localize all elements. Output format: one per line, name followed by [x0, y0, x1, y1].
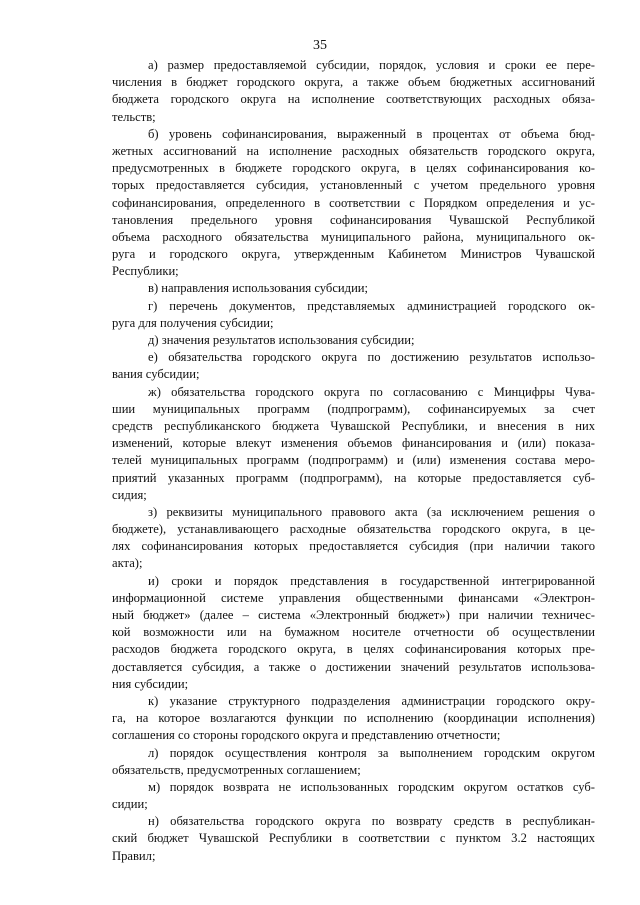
text-line: сидии; — [112, 797, 148, 812]
text-line: сидия; — [112, 487, 147, 502]
text-line: Правил; — [112, 848, 156, 863]
text-line: вания субсидии; — [112, 367, 200, 382]
text-line: бюджета городского округа на исполнение соответствующих расходных обяза- — [112, 92, 595, 107]
text-line: торых предоставляется субсидия, установленный с учетом предельного уровня — [112, 178, 595, 193]
paragraph — [112, 504, 595, 573]
text-line: ж) обязательства городского округа по согласованию с Минцифры Чува- — [148, 384, 595, 399]
paragraph — [112, 349, 595, 383]
text-line: б) уровень софинансирования, выраженный в процентах от объема бюд- — [148, 126, 595, 141]
text-line: г) перечень документов, представляемых администрацией городского ок- — [148, 298, 595, 313]
text-line: е) обязательства городского округа по достижению результатов использо- — [148, 350, 595, 365]
text-line: л) порядок осуществления контроля за выполнением городским округом — [148, 745, 595, 760]
text-line: средств республиканского бюджета Чувашской Республики, и внесения в них — [112, 418, 595, 433]
paragraph — [112, 693, 595, 745]
text-line: з) реквизиты муниципального правового акта (за исключением решения о — [148, 504, 595, 519]
paragraph — [112, 298, 595, 332]
text-line: бюджете), устанавливающего расходные обязательства городского округа, в це- — [112, 522, 595, 537]
text-line: расходов бюджета городского округа, в целях софинансирования которых пре- — [112, 642, 595, 657]
page-number: 35 — [313, 38, 327, 53]
text-line: к) указание структурного подразделения администрации городского окру- — [148, 693, 595, 708]
text-line: акта); — [112, 556, 143, 571]
text-line: жетных ассигнований на исполнение расходных обязательств городского округа, — [112, 143, 595, 158]
paragraph — [112, 779, 595, 813]
text-line: м) порядок возврата не использованных городским округом остатков суб- — [148, 779, 595, 794]
text-line: приятий указанных программ (подпрограмм), на которые предоставляется суб- — [112, 470, 595, 485]
paragraph — [112, 813, 595, 865]
text-line: соглашения со стороны городского округа и представлению отчетности; — [112, 728, 501, 743]
text-line: Республики; — [112, 264, 179, 279]
text-line: ный бюджет» (далее – система «Электронный бюджет») при наличии техничес- — [112, 608, 595, 622]
paragraph — [112, 573, 595, 693]
text-line: н) обязательства городского округа по возврату средств в республикан- — [148, 814, 595, 829]
text-line: кой возможности или на бумажном носителе отчетности об осуществлении — [112, 625, 595, 640]
paragraph — [112, 57, 595, 126]
text-line: ния субсидии; — [112, 676, 189, 691]
text-line: софинансирования, определенного в соответствии с Порядком определения и ус- — [112, 195, 595, 210]
text-line: лях софинансирования которых предоставляется субсидия (при наличии такого — [112, 539, 595, 554]
text-line: тановления предельного уровня софинансирования Чувашской Республикой — [112, 212, 595, 227]
text-line: ский бюджет Чувашской Республики в соответствии с пунктом 3.2 настоящих — [112, 831, 595, 846]
text-line: предусмотренных в бюджете городского округа, в целях софинансирования ко- — [112, 161, 595, 176]
paragraph — [112, 332, 595, 349]
text-line: а) размер предоставляемой субсидии, порядок, условия и сроки ее пере- — [148, 58, 595, 72]
text-line: доставляется субсидия, а также о достижении значений результатов использова- — [112, 659, 595, 674]
text-line: д) значения результатов использования субсидии; — [148, 333, 415, 347]
text-line: тельств; — [112, 109, 156, 124]
paragraph — [112, 745, 595, 779]
text-line: числения в бюджет городского округа, а также объем бюджетных ассигнований — [112, 75, 595, 90]
document-body — [112, 57, 595, 865]
text-line: в) направления использования субсидии; — [148, 281, 369, 296]
text-line: руга и городского округа, утвержденным Кабинетом Министров Чувашской — [112, 247, 595, 262]
text-line: информационной системе управления общественными финансами «Электрон- — [112, 590, 595, 605]
text-line: объема расходного обязательства муниципального района, муниципального ок- — [112, 229, 595, 244]
text-line: изменений, которые влекут изменения объемов финансирования и (или) показа- — [112, 436, 595, 451]
text-line: и) сроки и порядок представления в государственной интегрированной — [148, 573, 595, 588]
text-line: руга для получения субсидии; — [112, 315, 274, 330]
text-line: га, на которое возлагаются функции по исполнению (координации исполнения) — [112, 711, 595, 726]
text-line: шии муниципальных программ (подпрограмм), софинансируемых за счет — [112, 401, 595, 416]
text-line: обязательств, предусмотренных соглашением; — [112, 762, 361, 777]
text-line: телей муниципальных программ (подпрограмм) и (или) изменения состава меро- — [112, 453, 595, 468]
paragraph — [112, 126, 595, 281]
paragraph — [112, 280, 595, 297]
paragraph — [112, 384, 595, 504]
